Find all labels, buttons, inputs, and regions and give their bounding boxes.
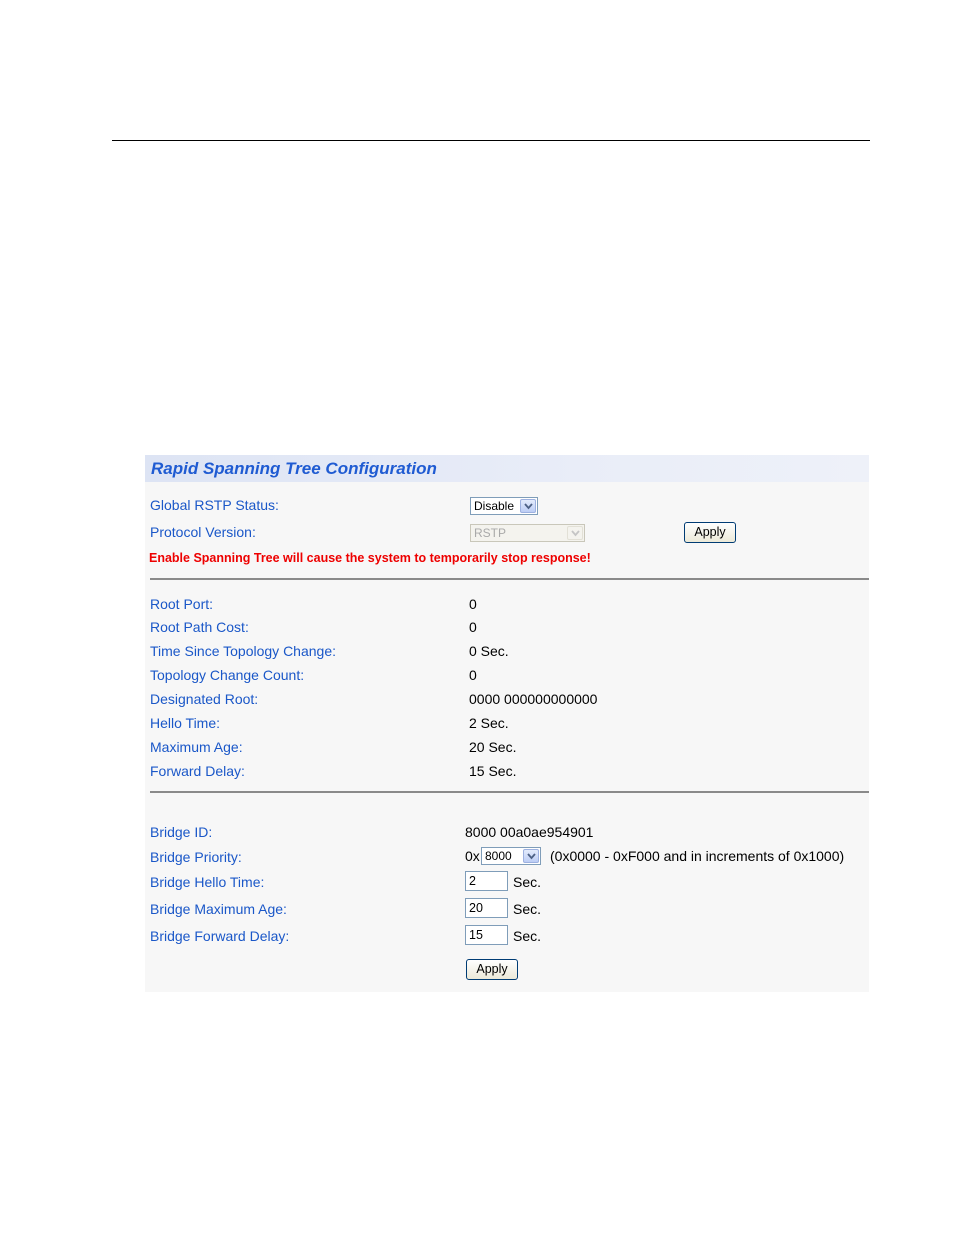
protocol-version-select[interactable] <box>470 524 585 542</box>
bridge-hello-time-input[interactable]: 2 <box>465 871 508 891</box>
warning-message: Enable Spanning Tree will cause the system to temporarily stop response! <box>149 551 591 565</box>
root-port-value: 0 <box>469 596 477 612</box>
top-rule <box>112 140 870 141</box>
bridge-hello-time-unit: Sec. <box>513 874 542 890</box>
maximum-age-value: 20 Sec. <box>469 739 517 755</box>
bridge-id-label: Bridge ID: <box>150 824 213 840</box>
bridge-priority-label: Bridge Priority: <box>150 849 242 865</box>
forward-delay-value: 15 Sec. <box>469 763 517 779</box>
hello-time-value: 2 Sec. <box>469 715 509 731</box>
separator <box>150 791 869 793</box>
bridge-maximum-age-label: Bridge Maximum Age: <box>150 901 287 917</box>
topology-change-count-value: 0 <box>469 667 477 683</box>
bridge-forward-delay-input[interactable]: 15 <box>465 925 508 945</box>
bridge-priority-prefix: 0x <box>465 848 480 864</box>
chevron-down-icon <box>523 849 539 863</box>
bridge-priority-value: 8000 <box>485 849 512 863</box>
global-apply-button[interactable]: Apply <box>684 522 736 543</box>
protocol-version-value: RSTP <box>474 526 507 540</box>
forward-delay-label: Forward Delay: <box>150 763 245 779</box>
bridge-maximum-age-input[interactable]: 20 <box>465 898 508 918</box>
hello-time-label: Hello Time: <box>150 715 221 731</box>
page-title: Rapid Spanning Tree Configuration <box>151 459 437 478</box>
bridge-apply-button[interactable]: Apply <box>466 959 518 980</box>
time-since-topology-change-value: 0 Sec. <box>469 643 509 659</box>
designated-root-label: Designated Root: <box>150 691 259 707</box>
protocol-version-label: Protocol Version: <box>150 524 256 540</box>
chevron-down-icon <box>567 526 583 540</box>
bridge-forward-delay-label: Bridge Forward Delay: <box>150 928 290 944</box>
panel-header <box>145 455 869 482</box>
chevron-down-icon <box>520 499 536 513</box>
root-port-label: Root Port: <box>150 596 214 612</box>
topology-change-count-label: Topology Change Count: <box>150 667 305 683</box>
bridge-hello-time-label: Bridge Hello Time: <box>150 874 265 890</box>
bridge-id-value: 8000 00a0ae954901 <box>465 824 594 840</box>
rstp-config-panel <box>145 455 869 992</box>
root-path-cost-label: Root Path Cost: <box>150 619 249 635</box>
global-rstp-status-label: Global RSTP Status: <box>150 497 279 513</box>
bridge-priority-hint: (0x0000 - 0xF000 and in increments of 0x1000) <box>550 848 845 864</box>
global-rstp-status-value: Disable <box>474 499 515 513</box>
bridge-maximum-age-unit: Sec. <box>513 901 542 917</box>
global-rstp-status-select[interactable] <box>470 497 538 515</box>
maximum-age-label: Maximum Age: <box>150 739 243 755</box>
time-since-topology-change-label: Time Since Topology Change: <box>150 643 336 659</box>
bridge-forward-delay-unit: Sec. <box>513 928 542 944</box>
designated-root-value: 0000 000000000000 <box>469 691 598 707</box>
separator <box>150 578 869 580</box>
bridge-priority-select[interactable] <box>481 847 541 865</box>
root-path-cost-value: 0 <box>469 619 477 635</box>
